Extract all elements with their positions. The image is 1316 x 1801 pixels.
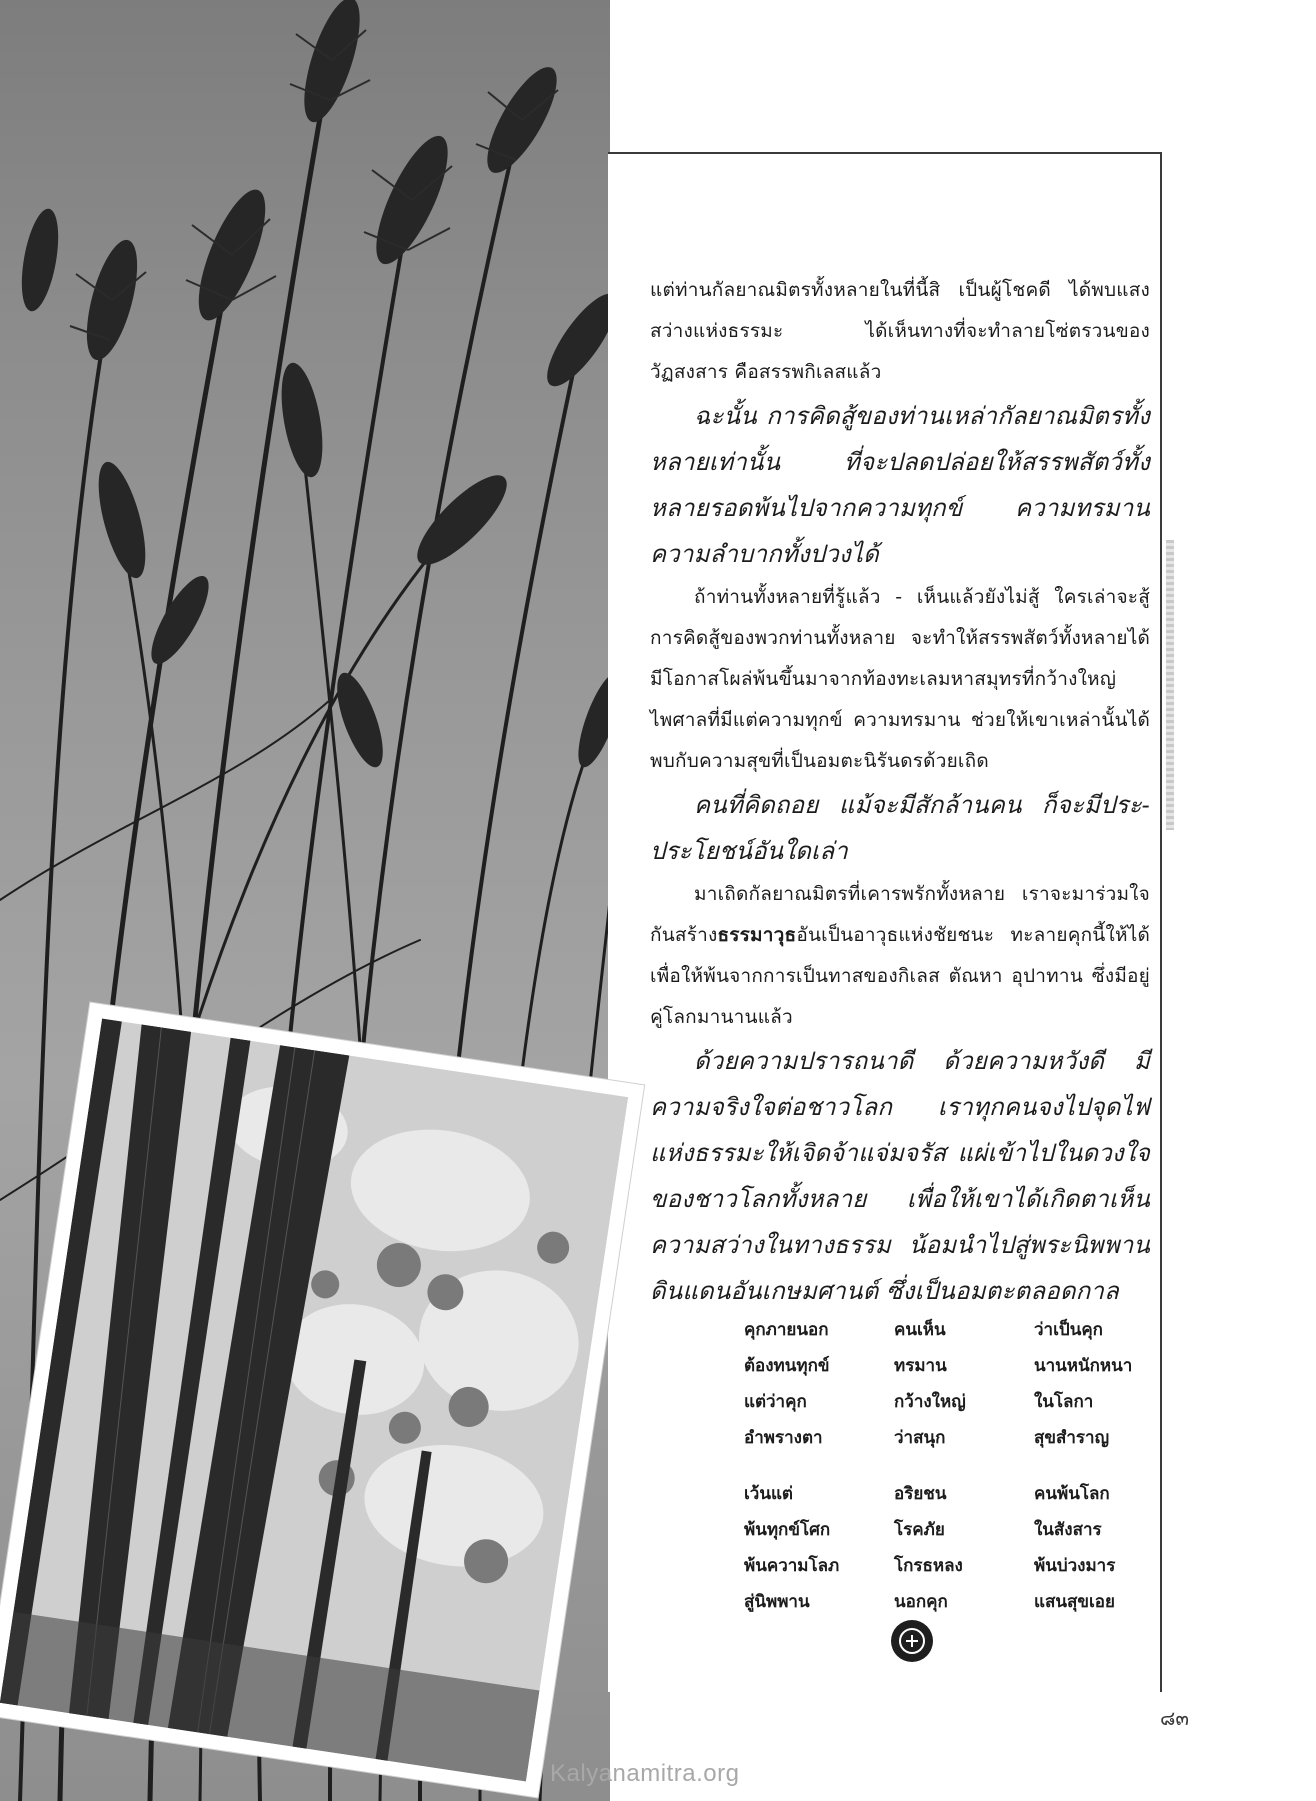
stanza-gap — [744, 1456, 1164, 1476]
poem-phrase: สู่นิพพาน — [744, 1592, 810, 1612]
poem-phrase: โรคภัย — [894, 1520, 945, 1540]
poem-line — [744, 1348, 1164, 1384]
poem — [744, 1312, 1164, 1620]
paragraph-4-italic: คนที่คิดถอย แม้จะมีสักล้านคน ก็จะมีประ-ประโยชน์อันใดเล่า — [650, 791, 1150, 865]
paragraph-1: แต่ท่านกัลยาณมิตรทั้งหลายในที่นี้สิ เป็นผู้โชคดี ได้พบแสงสว่างแห่งธรรมะ ได้เห็นทางที่จะทำลายโซ่ตรวนของวัฏสงสาร คือสรรพกิเลสแล้ว — [650, 279, 1150, 383]
pine-trees-photo — [0, 1003, 644, 1798]
watermark: Kalyanamitra.org — [550, 1760, 740, 1787]
poem-phrase: กว้างใหญ่ — [894, 1392, 966, 1412]
paragraph-2-italic: ฉะนั้น การคิดสู้ของท่านเหล่ากัลยาณมิตรทั้งหลายเท่านั้น ที่จะปลดปล่อยให้สรรพสัตว์ทั้งหลายรอดพ้นไปจากความทุกข์ ความทรมาน ความลำบากทั้งปวงได้ — [650, 402, 1150, 568]
paragraph-6-italic: ด้วยความปรารถนาดี ด้วยความหวังดี มีความจริงใจต่อชาวโลก เราทุกคนจงไปจุดไฟแห่งธรรมะให้เจิดจ้าแจ่มจรัส แผ่เข้าไปในดวงใจของชาวโลกทั้งหลาย เพื่อให้เขาได้เกิดตาเห็นความสว่างในทางธรรม น้อมนำไปสู่พระนิพพาน ดินแดนอันเกษมศานต์ ซึ่งเป็นอมตะตลอดกาล — [650, 1047, 1150, 1305]
poem-line — [744, 1512, 1164, 1548]
poem-phrase: ทรมาน — [894, 1356, 947, 1376]
poem-line — [744, 1384, 1164, 1420]
poem-line — [744, 1548, 1164, 1584]
poem-phrase: แต่ว่าคุก — [744, 1392, 807, 1412]
poem-phrase: อริยชน — [894, 1484, 947, 1504]
poem-phrase: พ้นทุกข์โศก — [744, 1520, 831, 1540]
poem-phrase: เว้นแต่ — [744, 1484, 793, 1504]
poem-phrase: นานหนักหนา — [1034, 1356, 1133, 1376]
paragraph-5-after: อันเป็นอาวุธแห่งชัยชนะ ทะลายคุกนี้ให้ได้ เพื่อให้พ้นจากการเป็นทาสของกิเลส ตัณหา อุปาทาน ซึ่งมีอยู่คู่โลกมานานแล้ว — [650, 924, 1150, 1028]
poem-phrase: ต้องทนทุกข์ — [744, 1356, 830, 1376]
poem-phrase: สุขสำราญ — [1034, 1428, 1110, 1448]
paragraph-5 — [650, 874, 1150, 1038]
poem-phrase: ว่าเป็นคุก — [1034, 1320, 1103, 1340]
emblem-icon — [891, 1620, 933, 1662]
poem-phrase: ในโลกา — [1034, 1392, 1094, 1412]
poem-line — [744, 1584, 1164, 1620]
poem-phrase: ในสังสาร — [1034, 1520, 1102, 1540]
poem-phrase: คนเห็น — [894, 1320, 946, 1340]
poem-phrase: นอกคุก — [894, 1592, 948, 1612]
paragraph-5-before: มาเถิดกัลยาณมิตรที่เคารพรักทั้งหลาย เราจะมาร่วมใจกันสร้าง — [650, 883, 1150, 946]
poem-phrase: อำพรางตา — [744, 1428, 823, 1448]
dhammavudh-term: ธรรมาวุธ — [717, 924, 797, 946]
poem-phrase: คุกภายนอก — [744, 1320, 829, 1340]
margin-decoration — [1166, 540, 1174, 830]
article-body — [650, 270, 1150, 1314]
poem-phrase: พ้นความโลภ — [744, 1556, 840, 1576]
poem-phrase: โกรธหลง — [894, 1556, 963, 1576]
poem-phrase: คนพ้นโลก — [1034, 1484, 1110, 1504]
paragraph-3: ถ้าท่านทั้งหลายที่รู้แล้ว - เห็นแล้วยังไม่สู้ ใครเล่าจะสู้ การคิดสู้ของพวกท่านทั้งหลาย จะทำให้สรรพสัตว์ทั้งหลายได้มีโอกาสโผล่พ้นขึ้นมาจากท้องทะเลมหาสมุทรที่กว้างใหญ่ไพศาลที่มีแต่ความทุกข์ ความทรมาน ช่วยให้เขาเหล่านั้นได้พบกับความสุขที่เป็นอมตะนิรันดรด้วยเถิด — [650, 586, 1150, 772]
poem-line — [744, 1312, 1164, 1348]
poem-line — [744, 1420, 1164, 1456]
poem-line — [744, 1476, 1164, 1512]
poem-phrase: พ้นบ่วงมาร — [1034, 1556, 1116, 1576]
poem-phrase: แสนสุขเอย — [1034, 1592, 1115, 1612]
poem-phrase: ว่าสนุก — [894, 1428, 946, 1448]
page-number: ๘๓ — [1160, 1706, 1190, 1730]
